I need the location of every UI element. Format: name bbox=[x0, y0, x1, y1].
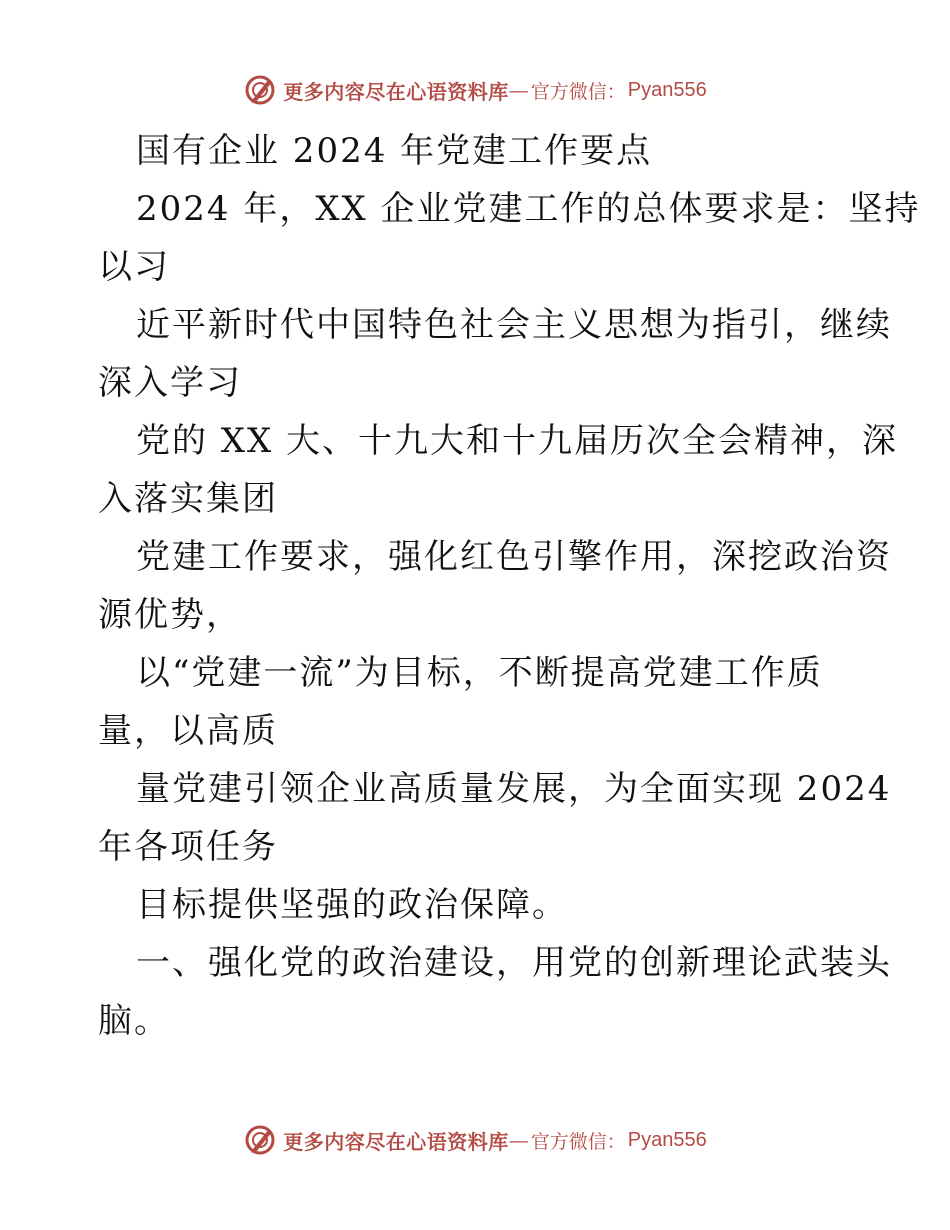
watermark-brand: 更多内容尽在心语资料库 bbox=[283, 79, 509, 104]
watermark-separator: — bbox=[508, 78, 529, 102]
document-line: 量党建引领企业高质量发展，为全面实现 2024 bbox=[136, 769, 892, 809]
document-line: 国有企业 2024 年党建工作要点 bbox=[136, 131, 653, 171]
watermark-handle: Pyan556 bbox=[627, 1128, 707, 1151]
document-line: 源优势， bbox=[98, 595, 242, 635]
watermark-label: 官方微信： bbox=[530, 80, 626, 103]
document-line: 量，以高质 bbox=[98, 711, 278, 751]
document-line: 2024 年，XX 企业党建工作的总体要求是：坚持 bbox=[136, 189, 921, 229]
document-line: 以“党建一流”为目标，不断提高党建工作质 bbox=[136, 653, 823, 693]
document-line: 党的 XX 大、十九大和十九届历次全会精神，深 bbox=[136, 421, 899, 461]
document-body bbox=[98, 122, 921, 1050]
document-line: 年各项任务 bbox=[98, 827, 278, 867]
watermark-label: 官方微信： bbox=[530, 1130, 626, 1153]
watermark-banner-bottom bbox=[0, 1120, 950, 1160]
pen-logo-icon bbox=[243, 1123, 277, 1157]
document-line: 目标提供坚强的政治保障。 bbox=[136, 885, 568, 925]
document-line: 一、强化党的政治建设，用党的创新理论武装头 bbox=[136, 943, 892, 983]
watermark-banner-top bbox=[0, 70, 950, 110]
watermark-separator: — bbox=[508, 1128, 529, 1152]
watermark-handle: Pyan556 bbox=[627, 78, 707, 101]
document-line: 党建工作要求，强化红色引擎作用，深挖政治资 bbox=[136, 537, 892, 577]
document-line: 以习 bbox=[98, 247, 170, 287]
document-line: 入落实集团 bbox=[98, 479, 278, 519]
document-line: 深入学习 bbox=[98, 363, 242, 403]
watermark-brand: 更多内容尽在心语资料库 bbox=[283, 1129, 509, 1154]
pen-logo-icon bbox=[243, 73, 277, 107]
document-line: 近平新时代中国特色社会主义思想为指引，继续 bbox=[136, 305, 892, 345]
document-line: 脑。 bbox=[98, 1001, 170, 1041]
